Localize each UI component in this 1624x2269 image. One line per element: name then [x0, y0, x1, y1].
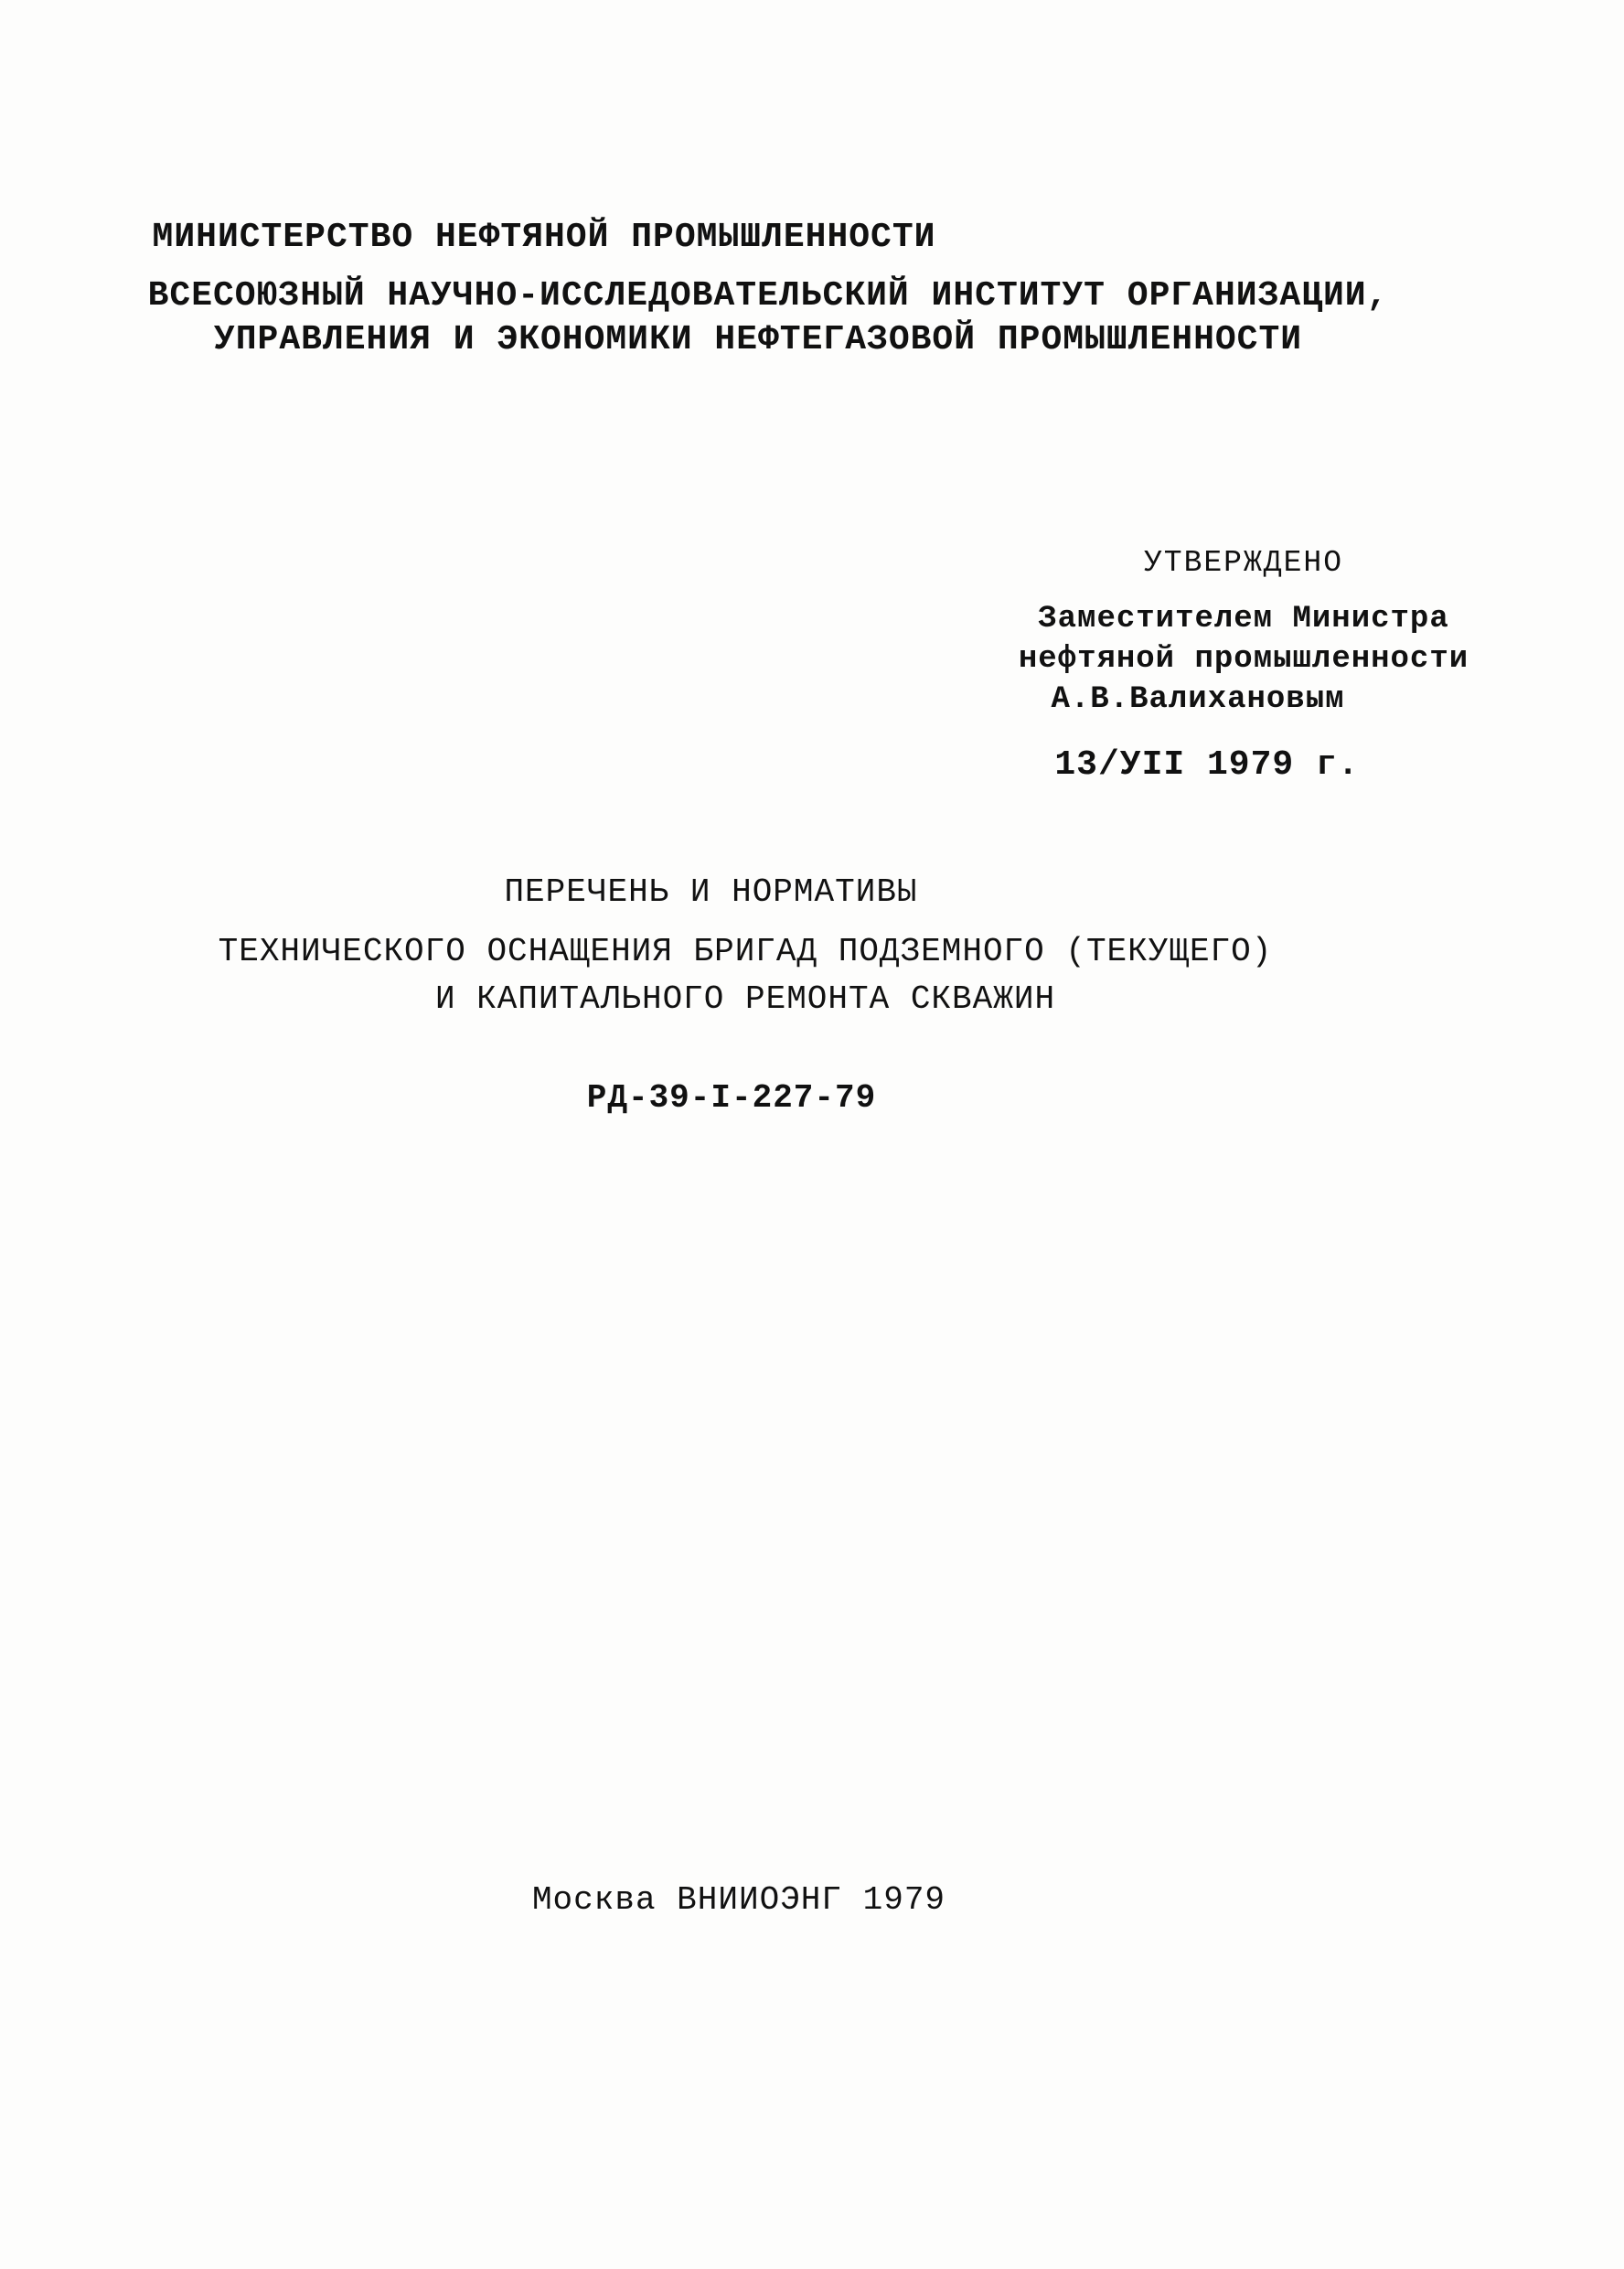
approval-position-line-1: Заместителем Министра: [1038, 602, 1449, 637]
publisher-imprint: Москва ВНИИОЭНГ 1979: [531, 1881, 946, 1919]
ministry-heading: МИНИСТЕРСТВО НЕФТЯНОЙ ПРОМЫШЛЕННОСТИ: [152, 218, 936, 257]
institute-heading-line-1: ВСЕСОЮЗНЫЙ НАУЧНО-ИССЛЕДОВАТЕЛЬСКИЙ ИНСТИТУТ ОРГАНИЗАЦИИ,: [147, 276, 1389, 316]
document-title-line-1: ПЕРЕЧЕНЬ И НОРМАТИВЫ: [504, 873, 918, 911]
document-code: РД-39-I-227-79: [586, 1079, 877, 1117]
approval-title: УТВЕРЖДЕНО: [1143, 546, 1344, 580]
approval-position-line-2: нефтяной промышленности: [1018, 642, 1469, 677]
document-title-line-3: И КАПИТАЛЬНОГО РЕМОНТА СКВАЖИН: [434, 980, 1056, 1018]
document-title-line-2: ТЕХНИЧЕСКОГО ОСНАЩЕНИЯ БРИГАД ПОДЗЕМНОГО (ТЕКУЩЕГО): [218, 933, 1273, 970]
approval-signatory: А.В.Валихановым: [1051, 682, 1345, 717]
approval-date: 13/УII 1979 г.: [1054, 745, 1360, 785]
institute-heading-line-2: УПРАВЛЕНИЯ И ЭКОНОМИКИ НЕФТЕГАЗОВОЙ ПРОМЫШЛЕННОСТИ: [213, 320, 1303, 359]
